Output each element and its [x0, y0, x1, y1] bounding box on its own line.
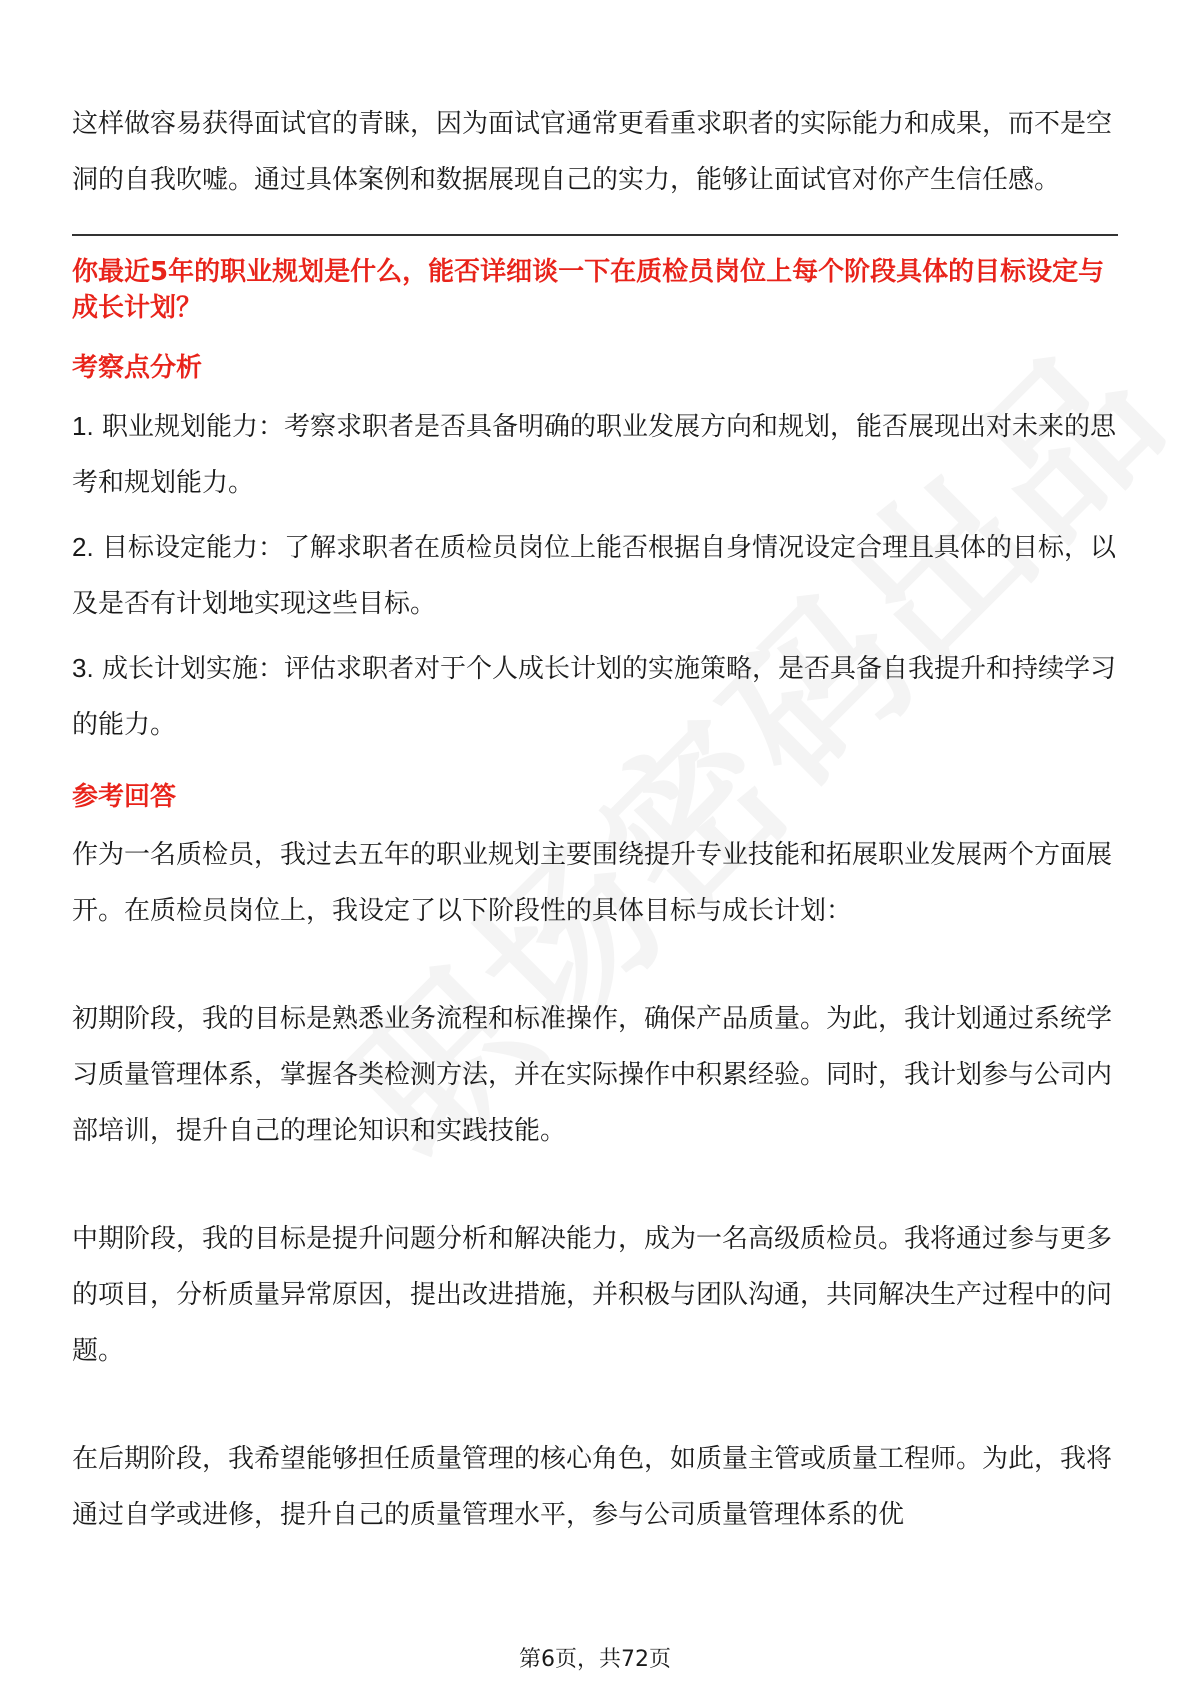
spacer — [72, 1159, 1118, 1211]
analysis-item-text: 职业规划能力：考察求职者是否具备明确的职业发展方向和规划，能否展现出对未来的思考和规划能力。 — [72, 412, 1116, 498]
analysis-item — [72, 640, 1118, 753]
analysis-title: 考察点分析 — [72, 353, 203, 383]
analysis-item-text: 成长计划实施：评估求职者对于个人成长计划的实施策略，是否具备自我提升和持续学习的能力。 — [72, 654, 1116, 740]
spacer — [72, 761, 1118, 777]
answer-paragraph: 在后期阶段，我希望能够担任质量管理的核心角色，如质量主管或质量工程师。为此，我将通过自学或进修，提升自己的质量管理水平，参与公司质量管理体系的优 — [72, 1444, 1113, 1530]
answer-paragraph: 作为一名质检员，我过去五年的职业规划主要围绕提升专业技能和拓展职业发展两个方面展开。在质检员岗位上，我设定了以下阶段性的具体目标与成长计划： — [72, 840, 1113, 926]
analysis-list — [72, 398, 1118, 753]
analysis-item-number: 1. — [72, 411, 94, 441]
spacer — [72, 1379, 1118, 1431]
analysis-item-text: 目标设定能力：了解求职者在质检员岗位上能否根据自身情况设定合理且具体的目标，以及是否有计划地实现这些目标。 — [72, 533, 1116, 619]
answer-paragraph: 中期阶段，我的目标是提升问题分析和解决能力，成为一名高级质检员。我将通过参与更多的项目，分析质量异常原因，提出改进措施，并积极与团队沟通，共同解决生产过程中的问题。 — [72, 1224, 1113, 1366]
section-divider — [72, 234, 1118, 236]
analysis-item — [72, 519, 1118, 632]
analysis-item-number: 2. — [72, 532, 94, 562]
spacer — [72, 939, 1118, 991]
analysis-item-number: 3. — [72, 653, 94, 683]
question-heading: 你最近5年的职业规划是什么，能否详细谈一下在质检员岗位上每个阶段具体的目标设定与成长计划？ — [72, 257, 1105, 323]
document-page — [72, 96, 1118, 1543]
page-number-footer: 第6页，共72页 — [519, 1647, 671, 1672]
analysis-item — [72, 398, 1118, 511]
answer-title: 参考回答 — [72, 782, 177, 812]
intro-paragraph: 这样做容易获得面试官的青睐，因为面试官通常更看重求职者的实际能力和成果，而不是空洞的自我吹嘘。通过具体案例和数据展现自己的实力，能够让面试官对你产生信任感。 — [72, 109, 1113, 195]
answer-paragraph: 初期阶段，我的目标是熟悉业务流程和标准操作，确保产品质量。为此，我计划通过系统学习质量管理体系，掌握各类检测方法，并在实际操作中积累经验。同时，我计划参与公司内部培训，提升自己的理论知识和实践技能。 — [72, 1004, 1113, 1146]
